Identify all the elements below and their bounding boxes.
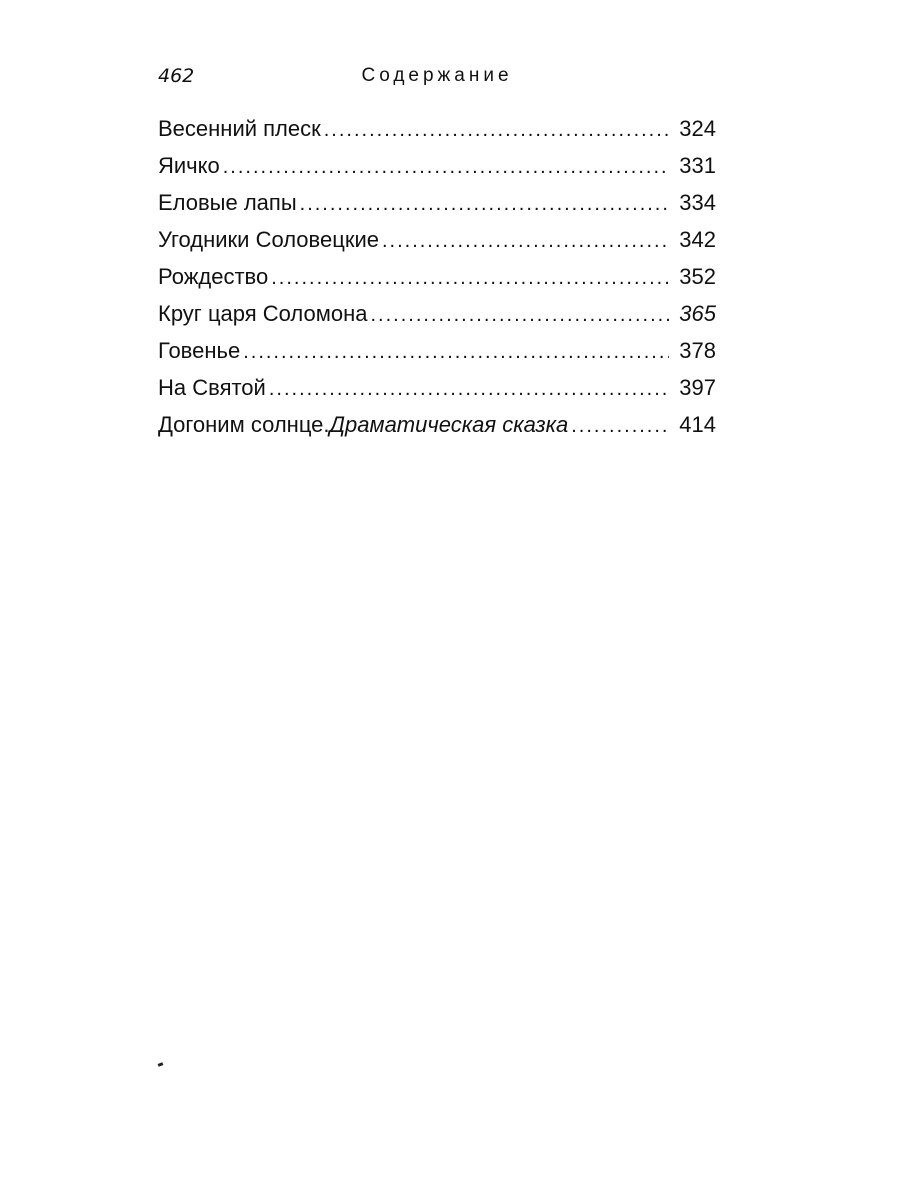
toc-entry <box>158 110 716 147</box>
dot-leader <box>271 260 669 297</box>
entry-page-number: 365 <box>679 301 716 326</box>
dot-leader <box>243 334 669 371</box>
toc-entry <box>158 295 716 332</box>
running-head <box>158 62 716 92</box>
section-title: Содержание <box>361 65 513 86</box>
entry-title: Круг царя Соломона <box>158 301 368 326</box>
dot-leader <box>269 371 669 408</box>
dot-leader <box>371 297 670 334</box>
entry-page-number: 352 <box>679 264 716 289</box>
dot-leader <box>300 186 669 223</box>
entry-subtitle: Драматическая сказка <box>329 412 569 437</box>
dot-leader <box>382 223 669 260</box>
page-number: 462 <box>158 65 195 87</box>
entry-page-number: 414 <box>679 412 716 437</box>
entry-title: Еловые лапы <box>158 190 297 215</box>
entry-page-number: 342 <box>679 227 716 252</box>
toc-entry <box>158 147 716 184</box>
entry-title: Яичко <box>158 153 220 178</box>
dot-leader <box>571 408 669 445</box>
toc-entry <box>158 369 716 406</box>
entry-title: Угодники Соловецкие <box>158 227 379 252</box>
stray-print-mark <box>158 1062 164 1067</box>
table-of-contents <box>158 110 716 443</box>
toc-entry <box>158 406 716 443</box>
entry-title: Догоним солнце. <box>158 412 330 437</box>
toc-entry <box>158 184 716 221</box>
entry-title: Весенний плеск <box>158 116 321 141</box>
entry-page-number: 331 <box>679 153 716 178</box>
entry-page-number: 334 <box>679 190 716 215</box>
entry-title: Рождество <box>158 264 269 289</box>
toc-entry <box>158 332 716 369</box>
dot-leader <box>324 112 669 149</box>
entry-page-number: 324 <box>679 116 716 141</box>
toc-entry <box>158 221 716 258</box>
entry-title: Говенье <box>158 338 241 363</box>
toc-entry <box>158 258 716 295</box>
dot-leader <box>223 149 669 186</box>
entry-title: На Святой <box>158 375 266 400</box>
entry-page-number: 397 <box>679 375 716 400</box>
entry-page-number: 378 <box>679 338 716 363</box>
